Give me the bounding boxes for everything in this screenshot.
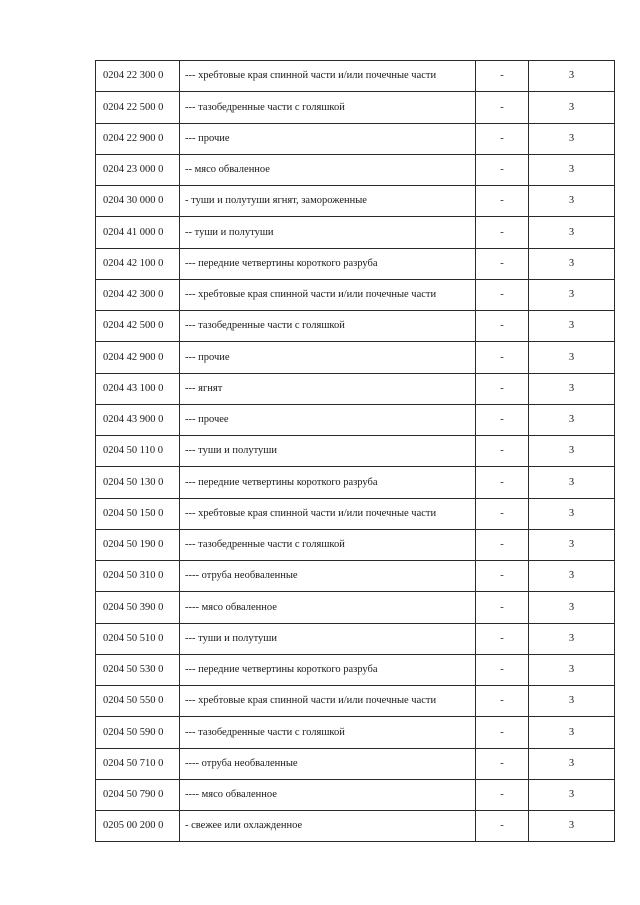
table-row <box>96 248 615 279</box>
dash-cell: - <box>476 561 529 592</box>
tariff-table-container <box>95 60 614 842</box>
tnved-code-cell: 0204 50 130 0 <box>96 467 180 498</box>
description-cell: --- прочее <box>180 404 476 435</box>
tnved-code-cell: 0204 22 900 0 <box>96 123 180 154</box>
dash-cell: - <box>476 279 529 310</box>
rate-cell: 3 <box>529 686 615 717</box>
description-cell: --- передние четвертины короткого разруба <box>180 467 476 498</box>
rate-cell: 3 <box>529 779 615 810</box>
rate-cell: 3 <box>529 311 615 342</box>
description-cell: --- хребтовые края спинной части и/или почечные части <box>180 61 476 92</box>
table-row <box>96 436 615 467</box>
tnved-code-cell: 0204 22 500 0 <box>96 92 180 123</box>
description-cell: --- передние четвертины короткого разруба <box>180 654 476 685</box>
table-row <box>96 467 615 498</box>
tnved-code-cell: 0204 50 790 0 <box>96 779 180 810</box>
dash-cell: - <box>476 498 529 529</box>
dash-cell: - <box>476 623 529 654</box>
description-cell: ---- отруба необваленные <box>180 561 476 592</box>
description-cell: - туши и полутуши ягнят, замороженные <box>180 186 476 217</box>
table-row <box>96 154 615 185</box>
description-cell: --- тазобедренные части с голяшкой <box>180 311 476 342</box>
rate-cell: 3 <box>529 373 615 404</box>
table-row <box>96 748 615 779</box>
description-cell: --- тазобедренные части с голяшкой <box>180 92 476 123</box>
table-row <box>96 654 615 685</box>
dash-cell: - <box>476 217 529 248</box>
tnved-code-cell: 0204 50 590 0 <box>96 717 180 748</box>
tnved-code-cell: 0204 41 000 0 <box>96 217 180 248</box>
description-cell: --- прочие <box>180 123 476 154</box>
rate-cell: 3 <box>529 123 615 154</box>
table-row <box>96 561 615 592</box>
description-cell: -- мясо обваленное <box>180 154 476 185</box>
dash-cell: - <box>476 529 529 560</box>
rate-cell: 3 <box>529 592 615 623</box>
description-cell: --- туши и полутуши <box>180 623 476 654</box>
table-row <box>96 498 615 529</box>
description-cell: --- тазобедренные части с голяшкой <box>180 529 476 560</box>
tariff-table <box>95 60 615 842</box>
tnved-code-cell: 0204 50 530 0 <box>96 654 180 685</box>
tnved-code-cell: 0204 50 190 0 <box>96 529 180 560</box>
rate-cell: 3 <box>529 811 615 842</box>
description-cell: --- прочие <box>180 342 476 373</box>
dash-cell: - <box>476 311 529 342</box>
tnved-code-cell: 0204 42 900 0 <box>96 342 180 373</box>
table-row <box>96 342 615 373</box>
table-row <box>96 279 615 310</box>
dash-cell: - <box>476 404 529 435</box>
rate-cell: 3 <box>529 717 615 748</box>
tnved-code-cell: 0204 23 000 0 <box>96 154 180 185</box>
dash-cell: - <box>476 686 529 717</box>
description-cell: --- хребтовые края спинной части и/или почечные части <box>180 686 476 717</box>
dash-cell: - <box>476 436 529 467</box>
dash-cell: - <box>476 811 529 842</box>
tnved-code-cell: 0204 50 390 0 <box>96 592 180 623</box>
dash-cell: - <box>476 154 529 185</box>
rate-cell: 3 <box>529 529 615 560</box>
tnved-code-cell: 0204 50 150 0 <box>96 498 180 529</box>
rate-cell: 3 <box>529 92 615 123</box>
tnved-code-cell: 0204 50 510 0 <box>96 623 180 654</box>
rate-cell: 3 <box>529 467 615 498</box>
tnved-code-cell: 0204 42 300 0 <box>96 279 180 310</box>
dash-cell: - <box>476 373 529 404</box>
dash-cell: - <box>476 248 529 279</box>
rate-cell: 3 <box>529 342 615 373</box>
table-row <box>96 811 615 842</box>
rate-cell: 3 <box>529 561 615 592</box>
rate-cell: 3 <box>529 654 615 685</box>
tnved-code-cell: 0204 30 000 0 <box>96 186 180 217</box>
tariff-table-body <box>96 61 615 842</box>
tnved-code-cell: 0204 50 310 0 <box>96 561 180 592</box>
tnved-code-cell: 0204 50 110 0 <box>96 436 180 467</box>
description-cell: --- хребтовые края спинной части и/или почечные части <box>180 498 476 529</box>
tnved-code-cell: 0204 50 550 0 <box>96 686 180 717</box>
table-row <box>96 61 615 92</box>
description-cell: --- тазобедренные части с голяшкой <box>180 717 476 748</box>
table-row <box>96 311 615 342</box>
dash-cell: - <box>476 592 529 623</box>
table-row <box>96 717 615 748</box>
dash-cell: - <box>476 748 529 779</box>
rate-cell: 3 <box>529 748 615 779</box>
table-row <box>96 373 615 404</box>
description-cell: -- туши и полутуши <box>180 217 476 248</box>
description-cell: - свежее или охлажденное <box>180 811 476 842</box>
tnved-code-cell: 0204 42 100 0 <box>96 248 180 279</box>
description-cell: --- хребтовые края спинной части и/или почечные части <box>180 279 476 310</box>
table-row <box>96 779 615 810</box>
table-row <box>96 623 615 654</box>
dash-cell: - <box>476 123 529 154</box>
rate-cell: 3 <box>529 186 615 217</box>
rate-cell: 3 <box>529 217 615 248</box>
description-cell: ---- мясо обваленное <box>180 592 476 623</box>
table-row <box>96 217 615 248</box>
table-row <box>96 92 615 123</box>
description-cell: --- передние четвертины короткого разруба <box>180 248 476 279</box>
description-cell: ---- мясо обваленное <box>180 779 476 810</box>
tnved-code-cell: 0204 42 500 0 <box>96 311 180 342</box>
tnved-code-cell: 0204 22 300 0 <box>96 61 180 92</box>
table-row <box>96 123 615 154</box>
rate-cell: 3 <box>529 279 615 310</box>
rate-cell: 3 <box>529 248 615 279</box>
rate-cell: 3 <box>529 498 615 529</box>
description-cell: --- ягнят <box>180 373 476 404</box>
table-row <box>96 529 615 560</box>
tnved-code-cell: 0204 43 100 0 <box>96 373 180 404</box>
rate-cell: 3 <box>529 61 615 92</box>
tnved-code-cell: 0204 50 710 0 <box>96 748 180 779</box>
dash-cell: - <box>476 717 529 748</box>
dash-cell: - <box>476 342 529 373</box>
rate-cell: 3 <box>529 436 615 467</box>
table-row <box>96 186 615 217</box>
tnved-code-cell: 0205 00 200 0 <box>96 811 180 842</box>
dash-cell: - <box>476 779 529 810</box>
dash-cell: - <box>476 467 529 498</box>
description-cell: ---- отруба необваленные <box>180 748 476 779</box>
description-cell: --- туши и полутуши <box>180 436 476 467</box>
table-row <box>96 686 615 717</box>
dash-cell: - <box>476 186 529 217</box>
rate-cell: 3 <box>529 623 615 654</box>
dash-cell: - <box>476 61 529 92</box>
tnved-code-cell: 0204 43 900 0 <box>96 404 180 435</box>
rate-cell: 3 <box>529 154 615 185</box>
rate-cell: 3 <box>529 404 615 435</box>
dash-cell: - <box>476 654 529 685</box>
table-row <box>96 592 615 623</box>
table-row <box>96 404 615 435</box>
dash-cell: - <box>476 92 529 123</box>
